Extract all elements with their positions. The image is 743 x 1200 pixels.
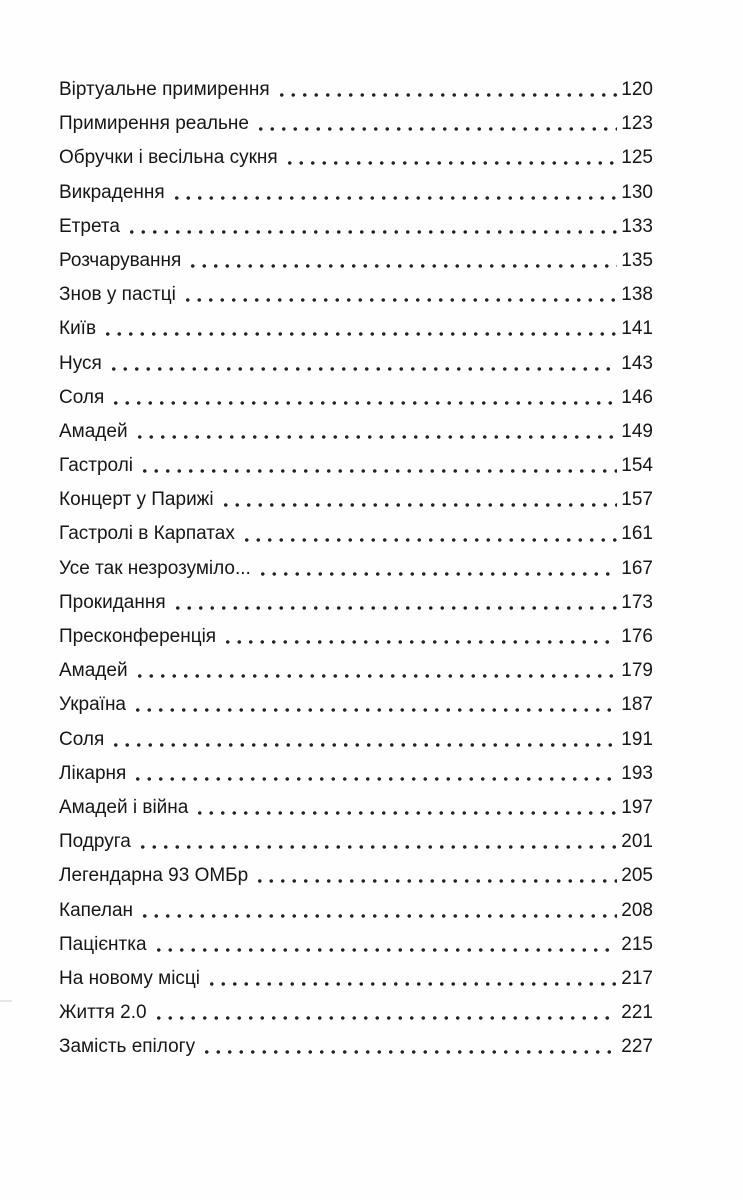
toc-dot-leader xyxy=(182,298,617,302)
toc-entry-title: Київ xyxy=(59,318,97,340)
toc-dot-leader xyxy=(153,1016,618,1020)
toc-entry-title: Легендарна 93 ОМБр xyxy=(59,865,249,887)
toc-entry-page-number: 141 xyxy=(621,318,653,340)
toc-dot-leader xyxy=(284,161,618,165)
toc-entry-page-number: 217 xyxy=(621,967,653,989)
toc-entry-page-number: 167 xyxy=(621,557,653,579)
toc-dot-leader xyxy=(108,367,618,371)
toc-dot-leader xyxy=(134,435,618,439)
toc-dot-leader xyxy=(201,1050,617,1054)
toc-dot-leader xyxy=(132,777,617,781)
toc-dot-leader xyxy=(194,811,617,815)
toc-entry-title: Лікарня xyxy=(59,762,127,784)
toc-entry-page-number: 120 xyxy=(621,79,653,100)
toc-entry xyxy=(59,517,653,551)
toc-entry-page-number: 193 xyxy=(621,762,653,784)
toc-entry-page-number: 215 xyxy=(621,933,653,955)
toc-dot-leader xyxy=(206,982,617,986)
toc-entry xyxy=(59,415,653,449)
toc-entry xyxy=(59,483,653,517)
toc-entry-title: Прокидання xyxy=(59,591,166,613)
toc-entry-page-number: 176 xyxy=(621,626,653,647)
toc-entry xyxy=(59,791,653,825)
toc-entry-title: Етрета xyxy=(59,215,120,237)
toc-entry-title: Україна xyxy=(59,694,127,716)
toc-entry-page-number: 201 xyxy=(621,831,653,853)
toc-dot-leader xyxy=(102,332,617,336)
toc-entry-page-number: 130 xyxy=(621,181,653,203)
toc-entry xyxy=(59,449,653,483)
page-edge-mark xyxy=(0,1000,12,1002)
toc-entry-page-number: 157 xyxy=(621,489,653,511)
toc-dot-leader xyxy=(241,538,617,542)
toc-entry-page-number: 125 xyxy=(621,147,653,169)
toc-entry xyxy=(59,244,653,278)
toc-entry-title: Розчарування xyxy=(59,249,182,271)
toc-dot-leader xyxy=(139,469,617,473)
toc-dot-leader xyxy=(137,845,617,849)
toc-entry-page-number: 138 xyxy=(621,284,653,306)
toc-entry-title: Викрадення xyxy=(59,181,165,203)
toc-entry-page-number: 187 xyxy=(621,694,653,716)
toc-entry-page-number: 146 xyxy=(621,386,653,408)
toc-dot-leader xyxy=(220,503,618,507)
toc-entry-title: Подруга xyxy=(59,831,131,853)
toc-entry-page-number: 154 xyxy=(621,455,653,477)
toc-entry-page-number: 149 xyxy=(621,420,653,442)
toc-entry xyxy=(59,552,653,586)
toc-entry xyxy=(59,210,653,244)
toc-entry xyxy=(59,73,653,107)
toc-entry-title: Амадей і війна xyxy=(59,796,189,818)
toc-dot-leader xyxy=(134,674,618,678)
toc-entry-page-number: 208 xyxy=(621,899,653,921)
toc-dot-leader xyxy=(126,230,617,234)
toc-entry-page-number: 179 xyxy=(621,660,653,682)
toc-entry xyxy=(59,928,653,962)
toc-dot-leader xyxy=(110,401,617,405)
toc-entry-title: Замість епілогу xyxy=(59,1036,196,1058)
toc-entry-title: Амадей xyxy=(59,660,128,682)
toc-entry-title: На новому місці xyxy=(59,967,201,989)
toc-entry xyxy=(59,859,653,893)
toc-entry xyxy=(59,278,653,312)
toc-entry-title: Віртуальне примирення xyxy=(59,79,270,100)
toc-entry-page-number: 173 xyxy=(621,591,653,613)
toc-entry xyxy=(59,894,653,928)
toc-entry xyxy=(59,347,653,381)
toc-entry-title: Пресконференція xyxy=(59,626,217,647)
toc-entry-title: Амадей xyxy=(59,420,128,442)
toc-dot-leader xyxy=(172,606,618,610)
toc-dot-leader xyxy=(255,127,617,131)
toc-entry-page-number: 197 xyxy=(621,796,653,818)
toc-dot-leader xyxy=(187,264,617,268)
toc-entry-page-number: 221 xyxy=(621,1002,653,1024)
toc-entry-page-number: 205 xyxy=(621,865,653,887)
toc-entry xyxy=(59,586,653,620)
toc-dot-leader xyxy=(153,948,618,952)
toc-dot-leader xyxy=(132,708,617,712)
toc-entry-title: Пацієнтка xyxy=(59,933,147,955)
toc-dot-leader xyxy=(222,640,617,644)
toc-entry xyxy=(59,825,653,859)
toc-entry-page-number: 143 xyxy=(621,352,653,374)
toc-entry xyxy=(59,654,653,688)
table-of-contents xyxy=(59,73,653,1064)
toc-dot-leader xyxy=(171,196,618,200)
toc-entry xyxy=(59,176,653,210)
toc-entry xyxy=(59,723,653,757)
toc-dot-leader xyxy=(257,572,617,576)
toc-entry-title: Капелан xyxy=(59,899,134,921)
toc-dot-leader xyxy=(110,743,617,747)
toc-entry-title: Життя 2.0 xyxy=(59,1002,147,1024)
toc-entry-page-number: 123 xyxy=(621,113,653,135)
toc-entry xyxy=(59,107,653,141)
toc-entry-title: Знов у пастці xyxy=(59,284,176,306)
toc-entry xyxy=(59,688,653,722)
toc-entry xyxy=(59,141,653,175)
toc-entry xyxy=(59,996,653,1030)
toc-entry-title: Усе так незрозуміло... xyxy=(59,557,251,579)
toc-entry xyxy=(59,620,653,654)
toc-entry-page-number: 161 xyxy=(621,523,653,545)
toc-entry xyxy=(59,962,653,996)
toc-entry xyxy=(59,312,653,346)
toc-entry-title: Гастролі xyxy=(59,455,134,477)
toc-entry-title: Соля xyxy=(59,386,105,408)
toc-entry-title: Концерт у Парижі xyxy=(59,489,214,511)
toc-entry-page-number: 227 xyxy=(621,1036,653,1058)
toc-entry xyxy=(59,381,653,415)
toc-dot-leader xyxy=(276,93,618,97)
toc-dot-leader xyxy=(254,879,617,883)
toc-entry xyxy=(59,1030,653,1064)
toc-entry-title: Примирення реальне xyxy=(59,113,249,135)
toc-dot-leader xyxy=(139,914,617,918)
toc-entry-page-number: 191 xyxy=(621,728,653,750)
toc-entry-title: Соля xyxy=(59,728,105,750)
toc-entry-title: Обручки і весільна сукня xyxy=(59,147,278,169)
toc-entry-page-number: 135 xyxy=(621,249,653,271)
toc-entry-page-number: 133 xyxy=(621,215,653,237)
toc-entry-title: Гастролі в Карпатах xyxy=(59,523,235,545)
toc-entry-title: Нуся xyxy=(59,352,102,374)
toc-entry xyxy=(59,757,653,791)
